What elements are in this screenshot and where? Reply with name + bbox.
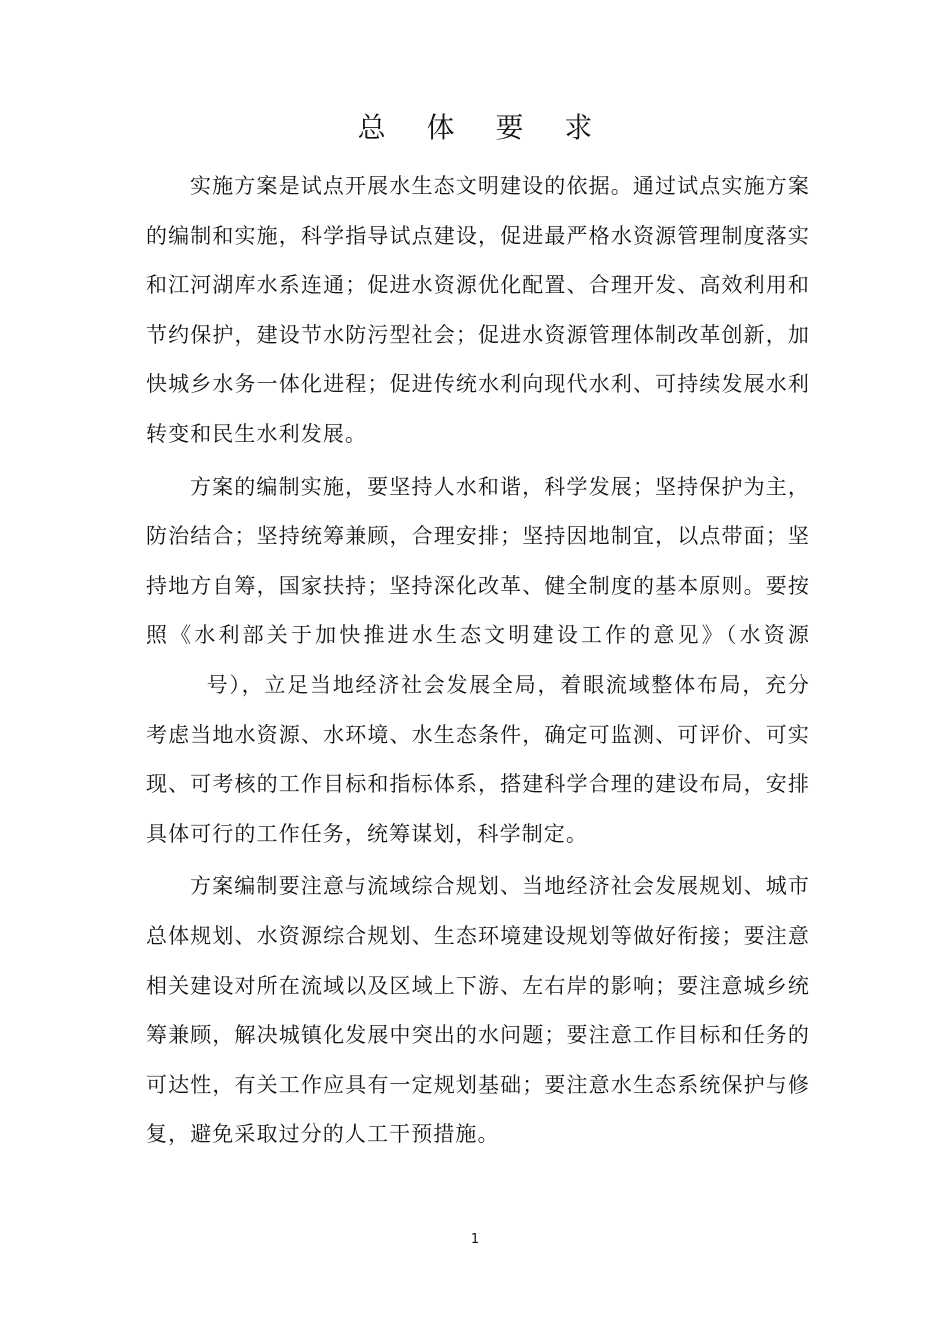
paragraph-1: 实施方案是试点开展水生态文明建设的依据。通过试点实施方案的编制和实施，科学指导试点建设，促进最严格水资源管理制度落实和江河湖库水系连通；促进水资源优化配置、合理开发、高效利用和节约保护，建设节水防污型社会；促进水资源管理体制改革创新，加快城乡水务一体化进程；促进传统水利向现代水利、可持续发展水利转变和民生水利发展。: [146, 174, 810, 446]
paragraph-2: [146, 463, 810, 860]
page-title: 总 体 要 求: [357, 111, 609, 144]
document-body: [146, 162, 810, 1163]
paragraph-2-part-a: 方案的编制实施，要坚持人水和谐，科学发展；坚持保护为主，防治结合；坚持统筹兼顾，合理安排；坚持因地制宜，以点带面；坚持地方自筹，国家扶持；坚持深化改革、健全制度的基本原则。要按照《水利部关于加快推进水生态文明建设工作的意见》（水资源: [146, 474, 810, 648]
page-number: 1: [470, 1232, 480, 1247]
paragraph-2-part-b: 号），立足当地经济社会发展全局，着眼流域整体布局，充分考虑当地水资源、水环境、水生态条件，确定可监测、可评价、可实现、可考核的工作目标和指标体系，搭建科学合理的建设布局，安排具体可行的工作任务，统筹谋划，科学制定。: [146, 672, 810, 846]
paragraph-3: 方案编制要注意与流域综合规划、当地经济社会发展规划、城市总体规划、水资源综合规划、生态环境建设规划等做好衔接；要注意相关建设对所在流域以及区域上下游、左右岸的影响；要注意城乡统筹兼顾，解决城镇化发展中突出的水问题；要注意工作目标和任务的可达性，有关工作应具有一定规划基础；要注意水生态系统保护与修复，避免采取过分的人工干预措施。: [146, 874, 810, 1147]
